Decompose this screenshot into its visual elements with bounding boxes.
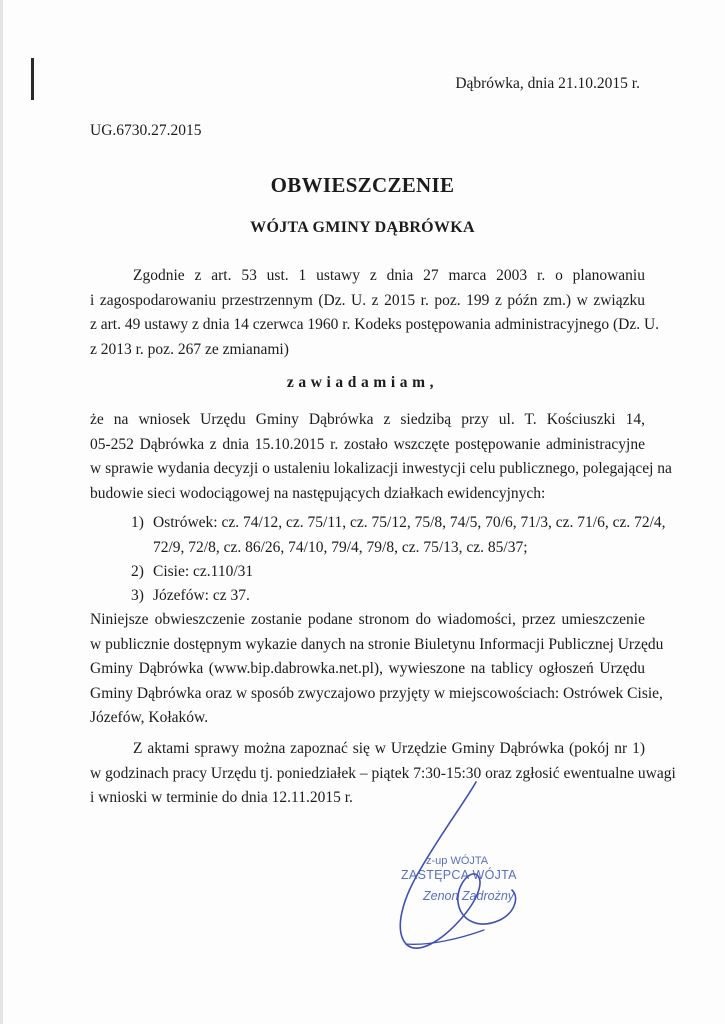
- notice-line: Gminy Dąbrówka oraz w sposób zwyczajowo przyjęty w miejscowościach: Ostrówek Cisie,: [90, 684, 663, 702]
- intro-line: z art. 49 ustawy z dnia 14 czerwca 1960 r. Kodeks postępowania administracyjnego (Dz. U.: [90, 316, 660, 333]
- parcel-number: 2): [131, 563, 144, 580]
- notice-line: w publicznie dostępnym wykazie danych na stronie Biuletynu Informacji Publicznej Urzędu: [90, 635, 664, 653]
- intro-paragraph: [90, 264, 660, 362]
- notice-line: Józefów, Kołaków.: [90, 709, 209, 726]
- announce-word: zawiadamiam,: [286, 374, 439, 391]
- parcel-item: [153, 584, 645, 609]
- parcel-line: Józefów: cz 37.: [153, 587, 250, 604]
- parcel-number: 1): [131, 514, 144, 531]
- stamp-line: z-up WÓJTA: [426, 855, 489, 867]
- body-line: budowie sieci wodociągowej na następujących działkach ewidencyjnych:: [90, 484, 546, 502]
- document-title: OBWIESZCZENIE: [270, 173, 455, 197]
- handwritten-signature: [380, 780, 560, 960]
- final-line: i wnioski w terminie do dnia 12.11.2015 r.: [90, 789, 353, 806]
- body-line: że na wniosek Urzędu Gminy Dąbrówka z siedzibą przy ul. T. Kościuszki 14,: [90, 411, 645, 428]
- document-subtitle: WÓJTA GMINY DĄBRÓWKA: [250, 219, 475, 236]
- notice-line: Gminy Dąbrówka (www.bip.dabrowka.net.pl), wywieszone na tablicy ogłoszeń Urzędu: [90, 660, 645, 677]
- parcel-number: 3): [131, 587, 144, 604]
- body-paragraph: [90, 408, 672, 506]
- reference-number: UG.6730.27.2015: [90, 122, 202, 139]
- body-line: 05-252 Dąbrówka z dnia 15.10.2015 r. zostało wszczęte postępowanie administracyjne: [90, 435, 645, 453]
- intro-line: z 2013 r. poz. 267 ze zmianami): [90, 340, 289, 358]
- notice-line: Niniejsze obwieszczenie zostanie podane stronom do wiadomości, przez umieszczenie: [90, 611, 645, 628]
- stamp-line: ZASTĘPCA WÓJTA: [401, 868, 517, 882]
- body-line: w sprawie wydania decyzji o ustaleniu lokalizacji inwestycji celu publicznego, polegającej na: [90, 460, 672, 477]
- final-line: Z aktami sprawy można zapoznać się w Urzędzie Gminy Dąbrówka (pokój nr 1): [133, 740, 645, 757]
- parcel-line: Cisie: cz.110/31: [153, 563, 254, 580]
- parcel-item: [153, 511, 666, 560]
- intro-line: Zgodnie z art. 53 ust. 1 ustawy z dnia 27 marca 2003 r. o planowaniu: [133, 267, 645, 284]
- place-date: Dąbrówka, dnia 21.10.2015 r.: [455, 75, 640, 92]
- intro-line: i zagospodarowaniu przestrzennym (Dz. U. z 2015 r. poz. 199 z późn zm.) w związku: [90, 291, 645, 309]
- final-paragraph: [90, 737, 676, 811]
- stamp-line: Zenon Zadrożny: [423, 889, 515, 903]
- final-line: w godzinach pracy Urzędu tj. poniedziałek – piątek 7:30-15:30 oraz zgłosić ewentualne uwagi: [90, 764, 676, 782]
- parcel-line: Ostrówek: cz. 74/12, cz. 75/11, cz. 75/12, 75/8, 74/5, 70/6, 71/3, cz. 71/6, cz. 72/4,: [153, 514, 666, 531]
- parcel-item: [153, 560, 645, 585]
- scan-mark: [31, 58, 34, 100]
- scan-edge: [0, 0, 3, 1024]
- notice-paragraph: [90, 608, 664, 731]
- parcel-line: 72/9, 72/8, cz. 86/26, 74/10, 79/4, 79/8, cz. 75/13, cz. 85/37;: [153, 538, 528, 556]
